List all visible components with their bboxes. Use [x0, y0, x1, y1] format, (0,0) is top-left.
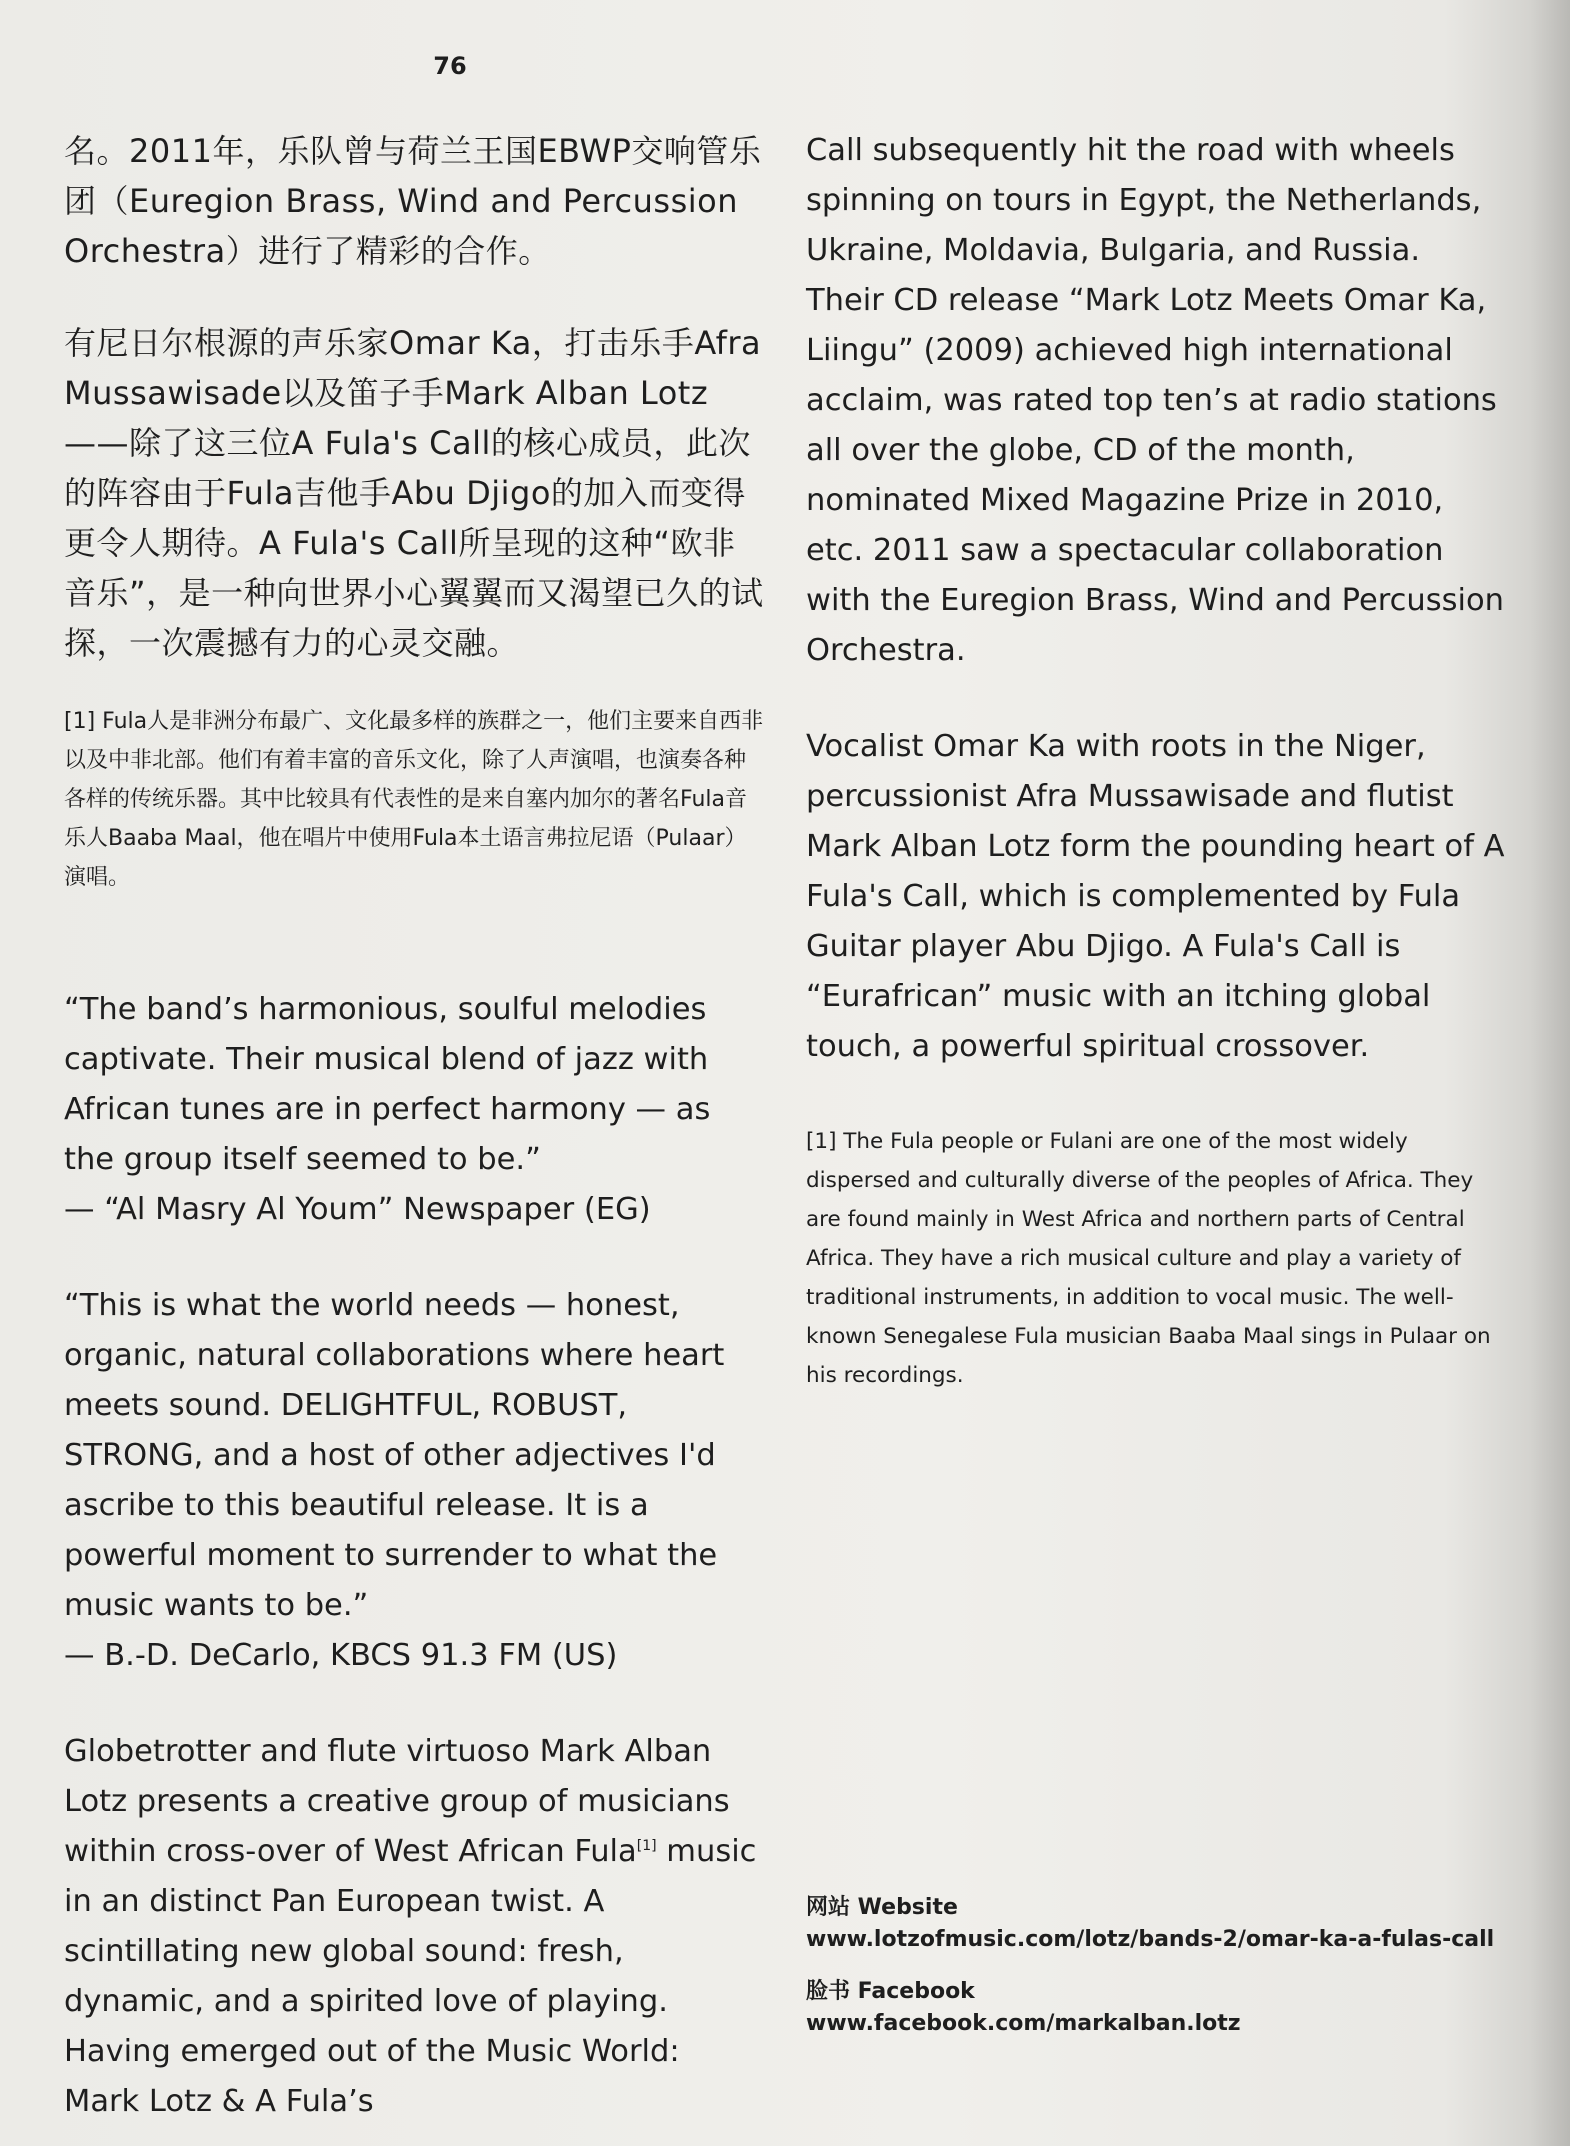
chinese-paragraph-2: 有尼日尔根源的声乐家Omar Ka，打击乐手Afra Mussawisade以及笛子手Mark Alban Lotz——除了这三位A Fula's Call的核心成员，此次的阵容由于Fula吉他手Abu Djigo的加入而变得更令人期待。A Fula's Call所呈现的这种“欧非音乐”，是一种向世界小心翼翼而又渴望已久的试探，一次震撼有力的心灵交融。	[64, 324, 764, 662]
press-quote-2	[64, 1281, 764, 1681]
right-column	[806, 126, 1506, 1395]
chinese-footnote: [1] Fula人是非洲分布最广、文化最多样的族群之一，他们主要来自西非以及中非北部。他们有着丰富的音乐文化，除了人声演唱，也演奏各种各样的传统乐器。其中比较具有代表性的是来自塞内加尔的著名Fula音乐人Baaba Maal，他在唱片中使用Fula本土语言弗拉尼语（Pulaar）演唱。	[64, 709, 764, 890]
english-paragraph-members: Vocalist Omar Ka with roots in the Niger, percussionist Afra Mussawisade and flutist Mark Alban Lotz form the pounding heart of A Fula's Call, which is complemented by Fula Guitar player Abu Djigo. A Fula's Call is “Eurafrican” music with an itching global touch, a powerful spiritual crossover.	[806, 729, 1505, 1064]
english-paragraph-tours: Call subsequently hit the road with wheels spinning on tours in Egypt, the Netherlands, Ukraine, Moldavia, Bulgaria, and Russia. Their CD release “Mark Lotz Meets Omar Ka, Liingu” (2009) achieved high international acclaim, was rated top ten’s at radio stations all over the globe, CD of the month, nominated Mixed Magazine Prize in 2010, etc. 2011 saw a spectacular collaboration with the Euregion Brass, Wind and Percussion Orchestra.	[806, 133, 1504, 668]
press-quote-1-source: — “Al Masry Al Youm” Newspaper (EG)	[64, 1192, 651, 1227]
page-edge-shadow	[1530, 0, 1570, 2146]
facebook-url[interactable]: www.facebook.com/markalban.lotz	[806, 2011, 1241, 2036]
facebook-label: 脸书 Facebook	[806, 1979, 975, 2004]
website-link-group	[806, 1892, 1506, 1956]
website-url[interactable]: www.lotzofmusic.com/lotz/bands-2/omar-ka-a-fulas-call	[806, 1927, 1495, 1952]
links-section	[806, 1892, 1506, 2040]
website-label: 网站 Website	[806, 1895, 958, 1920]
press-quote-2-text: “This is what the world needs — honest, organic, natural collaborations where heart meets sound. DELIGHTFUL, ROBUST, STRONG, and a host of other adjectives I'd ascribe to this beautiful release. It is a powerful moment to surrender to what the music wants to be.”	[64, 1288, 725, 1623]
press-quote-2-source: — B.-D. DeCarlo, KBCS 91.3 FM (US)	[64, 1638, 618, 1673]
intro-text-part-2: music in an distinct Pan European twist. A scintillating new global sound: fresh, dynamic, and a spirited love of playing. Having emerged out of the Music World: Mark Lotz & A Fula’s	[64, 1834, 757, 2119]
intro-text-part-1: Globetrotter and flute virtuoso Mark Alban Lotz presents a creative group of musicians within cross-over of West African Fula	[64, 1734, 730, 1869]
english-paragraph-intro	[64, 1727, 764, 2127]
press-quote-1-text: “The band’s harmonious, soulful melodies captivate. Their musical blend of jazz with African tunes are in perfect harmony — as the group itself seemed to be.”	[64, 992, 711, 1177]
facebook-link-group	[806, 1976, 1506, 2040]
page-number: 76	[433, 52, 467, 80]
press-quote-1	[64, 985, 764, 1235]
english-footnote: [1] The Fula people or Fulani are one of the most widely dispersed and culturally diverse of the peoples of Africa. They are found mainly in West Africa and northern parts of Central Africa. They have a rich musical culture and play a variety of traditional instruments, in addition to vocal music. The well-known Senegalese Fula musician Baaba Maal sings in Pulaar on his recordings.	[806, 1129, 1491, 1388]
footnote-marker: [1]	[636, 1837, 657, 1854]
chinese-paragraph-1: 名。2011年，乐队曾与荷兰王国EBWP交响管乐团（Euregion Brass, Wind and Percussion Orchestra）进行了精彩的合作。	[64, 132, 762, 270]
left-column	[64, 126, 764, 2127]
